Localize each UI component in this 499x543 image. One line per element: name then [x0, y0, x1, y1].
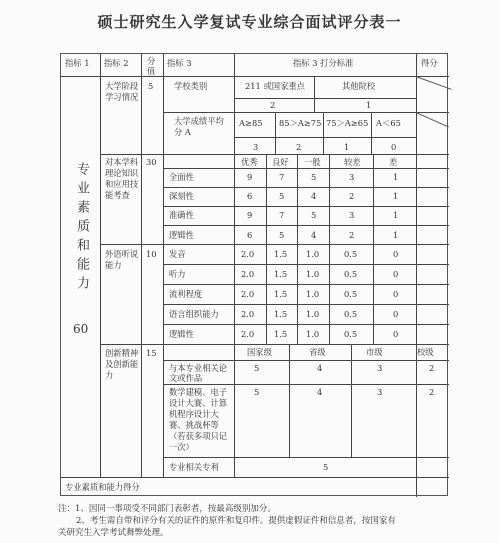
s4-row1-v3: 3 [377, 363, 383, 373]
s1-sv0: 0 [391, 142, 397, 152]
header-indicator2: 指标 2 [104, 58, 129, 68]
s2-cell: 4 [311, 230, 317, 240]
s3-cell: 1.0 [306, 329, 320, 339]
s3-cell: 2.0 [241, 269, 255, 279]
s3-row-name: 流利程度 [169, 289, 203, 299]
note-3: 关研究生入学考试舞弊处理。 [58, 528, 169, 538]
s3-cell: 1.0 [306, 309, 320, 319]
s4-row1-v4: 2 [429, 363, 435, 373]
section-theory-score: 30 [146, 157, 157, 167]
s3-cell: 0.5 [344, 289, 358, 299]
s2-cell: 1 [393, 191, 399, 201]
s2-cell: 5 [279, 191, 285, 201]
s1-r1: A≥85 [239, 118, 263, 128]
s3-cell: 0 [393, 329, 399, 339]
s1-sv2: 2 [296, 142, 302, 152]
s2-cell: 9 [247, 210, 253, 220]
s4-row2-v4: 2 [429, 387, 435, 397]
s2-cell: 9 [247, 172, 253, 182]
s2-row-name: 全面性 [169, 172, 194, 182]
section-study-score: 5 [148, 81, 154, 91]
s4-level-school: 校级 [417, 347, 434, 357]
s4-row1-v1: 5 [254, 363, 260, 373]
s2-cell: 1 [393, 230, 399, 240]
section-language: 外语听说能力 [105, 249, 139, 270]
s4-row2-v3: 3 [377, 387, 383, 397]
s1-211: 211 或国家重点 [245, 81, 305, 91]
s2-cell: 3 [349, 172, 355, 182]
s2-cell: 5 [311, 172, 317, 182]
s3-cell: 1.5 [274, 329, 288, 339]
s3-cell: 1.5 [274, 269, 288, 279]
s1-v1: 1 [366, 100, 372, 110]
s2-cell: 7 [279, 210, 285, 220]
s2-cell: 1 [393, 210, 399, 220]
section-innovation: 创新精神及创新能力 [105, 348, 139, 380]
note-2: 2、考生需自带和评分有关的证件的原件和复印件。提供虚假证件和信息者，按国家有 [76, 516, 396, 526]
note-1: 注：1、因同一事项受不同部门表彰者，按最高级别加分。 [58, 504, 276, 514]
s3-cell: 0.5 [344, 269, 358, 279]
s2-row-name: 深刻性 [169, 191, 194, 201]
total-score-label: 专业素质和能力得分 [65, 482, 140, 492]
s4-row1-v2: 4 [317, 363, 323, 373]
s3-row-name: 听力 [169, 269, 186, 279]
s2-row-name: 逻辑性 [169, 230, 194, 240]
level-good: 良好 [272, 157, 289, 167]
level-excellent: 优秀 [241, 157, 258, 167]
sheet-title: 硕士研究生入学复试专业综合面试评分表一 [97, 13, 402, 31]
s1-avg: 大学成绩平均分 A [174, 116, 224, 137]
s2-cell: 6 [247, 230, 253, 240]
header-indicator1: 指标 1 [65, 58, 90, 68]
category-professional-ability: 专业素质和能力 [74, 162, 89, 295]
s4-level-province: 省级 [309, 347, 326, 357]
section-study: 大学阶段学习情况 [105, 81, 139, 102]
level-average: 一般 [304, 157, 321, 167]
s2-cell: 1 [393, 172, 399, 182]
score-table [60, 53, 448, 496]
header-points: 得分 [421, 58, 438, 68]
s4-row3-name: 专业相关专利 [169, 462, 219, 472]
header-score-a: 分 [147, 56, 156, 66]
s2-cell: 3 [349, 210, 355, 220]
header-score-b: 值 [147, 66, 156, 76]
s2-cell: 2 [349, 230, 355, 240]
s4-row2-v1: 5 [254, 387, 260, 397]
s4-row2-v2: 4 [317, 387, 323, 397]
s2-cell: 2 [349, 191, 355, 201]
section-language-score: 10 [146, 249, 157, 259]
section-theory: 对本学科理论知识和应用技能考查 [105, 157, 139, 200]
s2-cell: 7 [279, 172, 285, 182]
s4-row2-name: 数学建模、电子设计大赛、计算机程序设计大赛、挑战杯等（若获多项只记一次） [169, 387, 228, 452]
s3-cell: 0 [393, 249, 399, 259]
s3-cell: 1.5 [274, 249, 288, 259]
s2-row-name: 准确性 [169, 210, 194, 220]
s1-r3: 75＞A≥65 [326, 118, 369, 128]
section-innovation-score: 15 [146, 348, 157, 358]
s3-row-name: 语言组织能力 [169, 309, 219, 319]
s1-other: 其他院校 [342, 81, 376, 91]
s3-cell: 1.5 [274, 289, 288, 299]
s3-cell: 0 [393, 289, 399, 299]
s3-row-name: 发音 [169, 249, 186, 259]
s1-r4: A＜65 [376, 118, 401, 128]
s2-cell: 4 [311, 191, 317, 201]
s3-cell: 0 [393, 269, 399, 279]
s1-school-type: 学校类别 [174, 81, 208, 91]
level-bad: 差 [389, 157, 398, 167]
header-indicator3: 指标 3 [167, 58, 192, 68]
s3-cell: 1.0 [306, 249, 320, 259]
category-score: 60 [73, 322, 89, 336]
s4-row3-v: 5 [323, 462, 329, 472]
s3-cell: 2.0 [241, 249, 255, 259]
s3-cell: 0.5 [344, 309, 358, 319]
s3-cell: 1.5 [274, 309, 288, 319]
s3-cell: 0.5 [344, 329, 358, 339]
s3-cell: 2.0 [241, 329, 255, 339]
s3-cell: 1.0 [306, 269, 320, 279]
s3-row-name: 逻辑性 [169, 329, 194, 339]
s1-sv3: 3 [253, 142, 259, 152]
header-standard: 指标 3 打分标准 [293, 58, 354, 68]
s4-level-national: 国家级 [247, 347, 272, 357]
level-poor: 较差 [344, 157, 361, 167]
s3-cell: 0 [393, 309, 399, 319]
s4-level-city: 市级 [366, 347, 383, 357]
s1-r2: 85＞A≥75 [279, 118, 322, 128]
s3-cell: 2.0 [241, 309, 255, 319]
s1-sv1: 1 [344, 142, 350, 152]
s2-cell: 6 [247, 191, 253, 201]
s3-cell: 1.0 [306, 289, 320, 299]
s2-cell: 5 [311, 210, 317, 220]
s2-cell: 5 [279, 230, 285, 240]
notes [58, 503, 468, 539]
s4-row1-name: 与本专业相关论文或作品 [169, 363, 228, 383]
s1-v2: 2 [270, 100, 276, 110]
s3-cell: 2.0 [241, 289, 255, 299]
s3-cell: 0.5 [344, 249, 358, 259]
